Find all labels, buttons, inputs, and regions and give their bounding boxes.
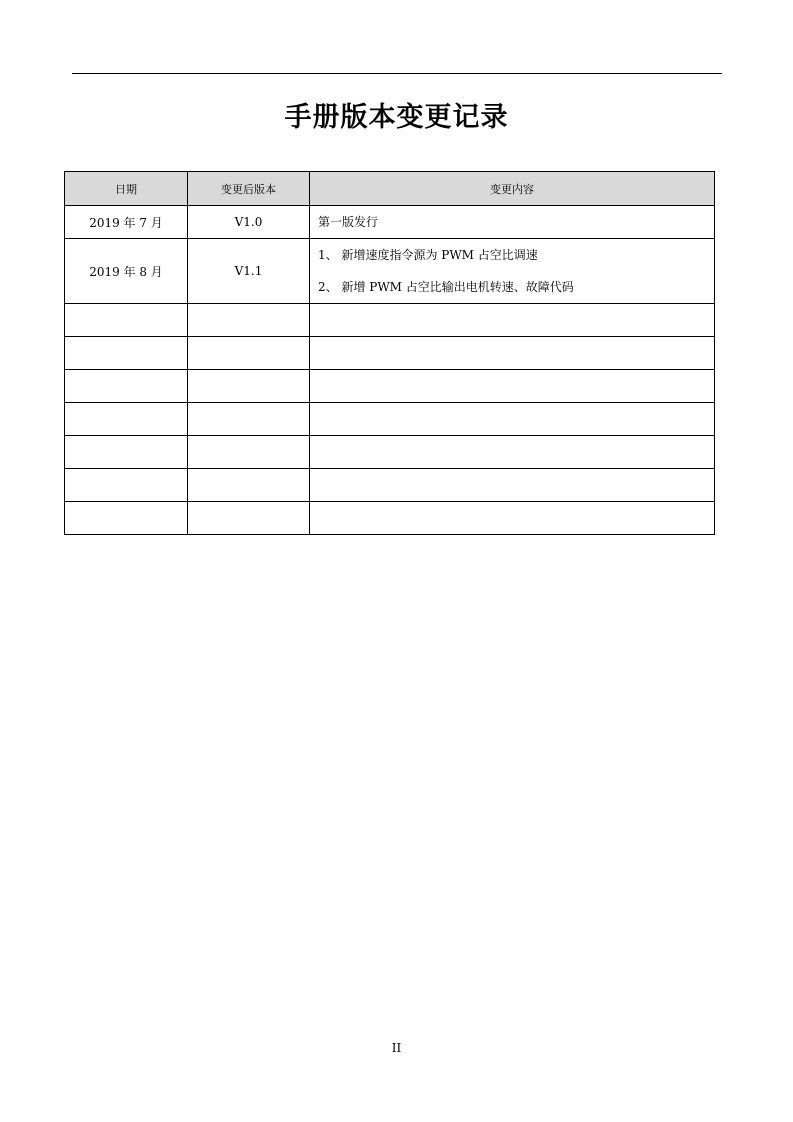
empty-cell	[65, 403, 188, 436]
empty-cell	[65, 469, 188, 502]
empty-cell	[310, 469, 715, 502]
empty-table-row	[65, 337, 715, 370]
version-cell: V1.0	[188, 206, 310, 239]
version-cell: V1.1	[188, 239, 310, 304]
empty-table-row	[65, 403, 715, 436]
column-header-date: 日期	[65, 172, 188, 206]
column-header-version: 变更后版本	[188, 172, 310, 206]
date-cell: 2019 年 8 月	[65, 239, 188, 304]
empty-table-row	[65, 304, 715, 337]
empty-table-row	[65, 502, 715, 535]
empty-cell	[188, 469, 310, 502]
empty-cell	[310, 403, 715, 436]
content-line: 第一版发行	[318, 215, 379, 229]
empty-cell	[310, 337, 715, 370]
table-row	[65, 206, 715, 239]
revision-table	[64, 171, 715, 535]
page-title: 手册版本变更记录	[284, 102, 509, 133]
empty-cell	[188, 502, 310, 535]
table-header-row	[65, 172, 715, 206]
column-header-content: 变更内容	[310, 172, 715, 206]
empty-table-row	[65, 436, 715, 469]
table-row	[65, 239, 715, 304]
empty-cell	[188, 337, 310, 370]
empty-cell	[65, 337, 188, 370]
empty-table-row	[65, 370, 715, 403]
empty-cell	[65, 304, 188, 337]
empty-cell	[310, 304, 715, 337]
empty-cell	[310, 370, 715, 403]
content-line: 1、 新增速度指令源为 PWM 占空比调速	[318, 248, 538, 262]
content-cell	[310, 239, 715, 304]
empty-cell	[310, 502, 715, 535]
empty-cell	[188, 436, 310, 469]
empty-cell	[65, 502, 188, 535]
date-cell: 2019 年 7 月	[65, 206, 188, 239]
empty-table-row	[65, 469, 715, 502]
header-rule	[72, 73, 722, 74]
empty-cell	[65, 370, 188, 403]
empty-cell	[188, 370, 310, 403]
empty-cell	[65, 436, 188, 469]
content-line: 2、 新增 PWM 占空比输出电机转速、故障代码	[318, 280, 574, 294]
empty-cell	[188, 304, 310, 337]
empty-cell	[310, 436, 715, 469]
content-cell	[310, 206, 715, 239]
page-number: II	[391, 1041, 402, 1055]
empty-cell	[188, 403, 310, 436]
